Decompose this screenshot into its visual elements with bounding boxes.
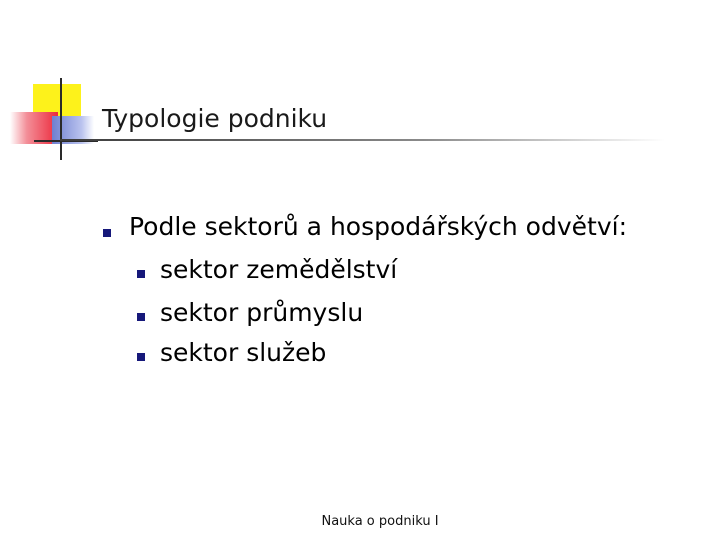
sub-bullet-item: sektor služeb	[160, 338, 327, 367]
slide-footer: Nauka o podniku I	[321, 514, 439, 529]
sub-bullet-marker-icon	[137, 353, 145, 361]
bullet-marker-icon	[103, 229, 111, 237]
sub-bullet-marker-icon	[137, 270, 145, 278]
bullet-item: Podle sektorů a hospodářských odvětví:	[129, 212, 627, 241]
logo-vertical-line	[60, 78, 62, 160]
sub-bullet-marker-icon	[137, 313, 145, 321]
sub-bullet-item: sektor zemědělství	[160, 255, 398, 284]
slide-title: Typologie podniku	[102, 104, 328, 133]
sub-bullet-item: sektor průmyslu	[160, 298, 364, 327]
title-underline	[60, 139, 665, 141]
decorative-logo	[0, 0, 110, 170]
